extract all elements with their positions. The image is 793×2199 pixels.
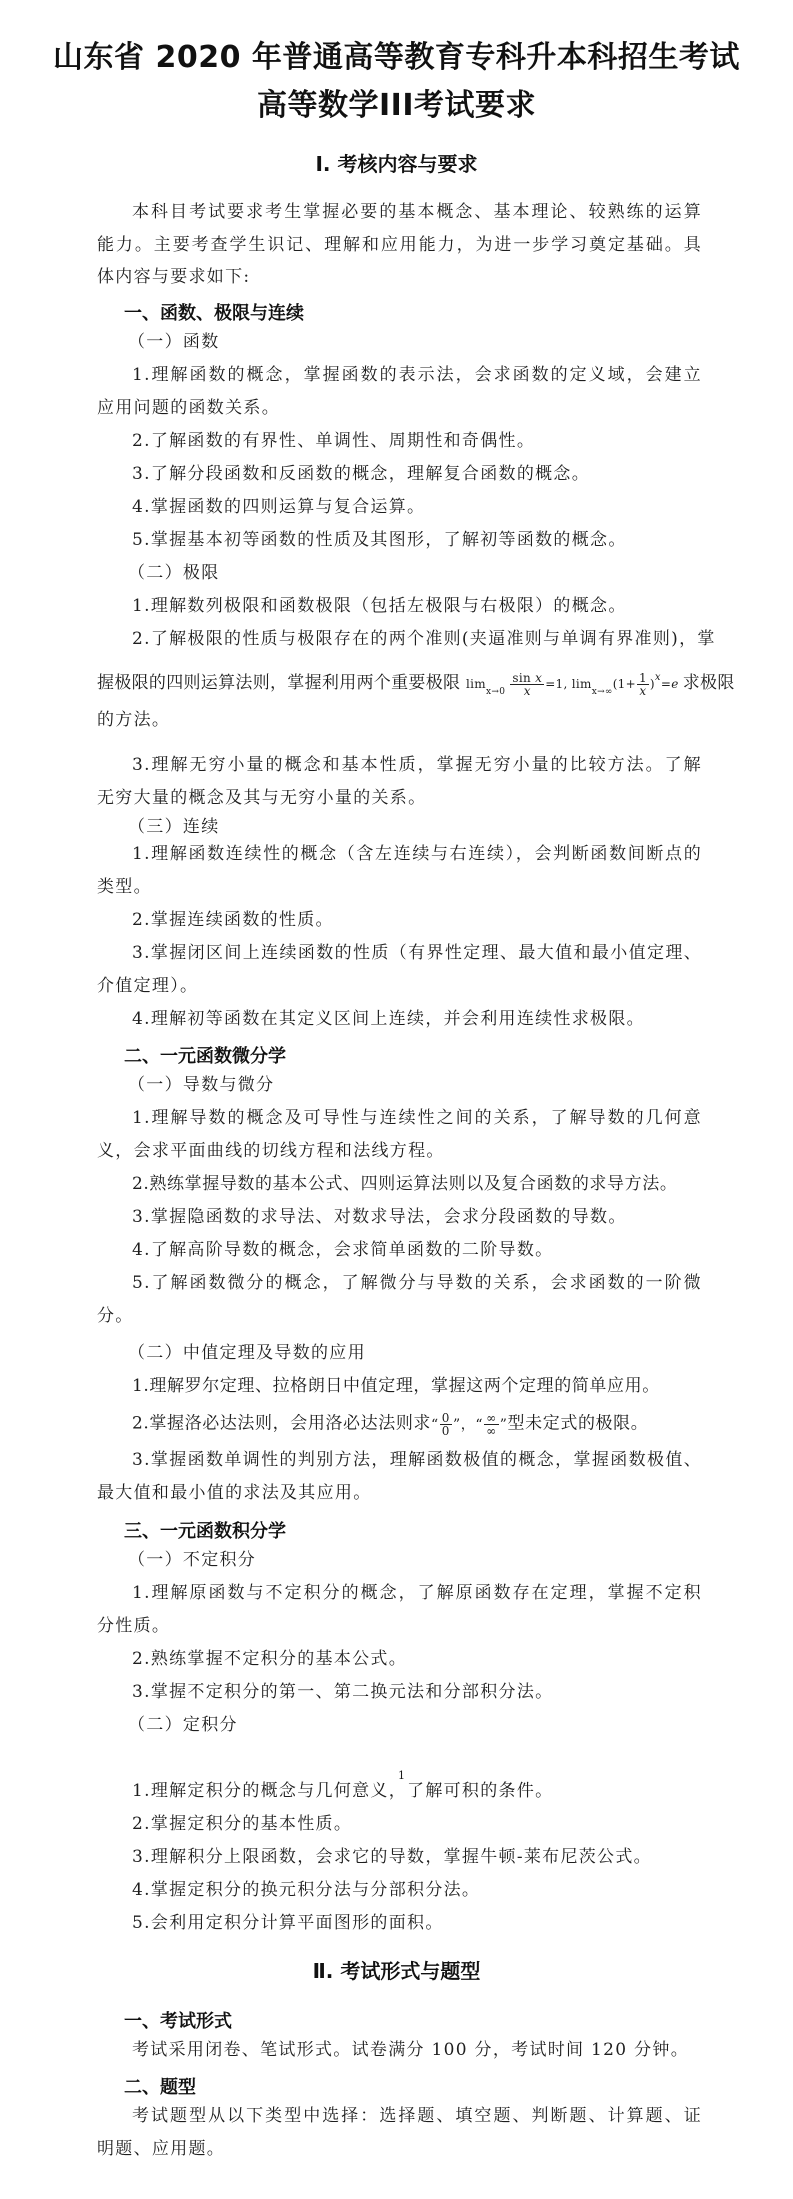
subheading-indefinite-integral: （一）不定积分 [128, 1550, 257, 1570]
subheading-limits: （二）极限 [128, 563, 220, 583]
derivatives-item-3: 3.掌握隐函数的求导法、对数求导法，会求分段函数的导数。 [132, 1207, 627, 1227]
intro-line-2: 能力。主要考查学生识记、理解和应用能力，为进一步学习奠定基础。具 [97, 235, 702, 255]
functions-item-1-line-2: 应用问题的函数关系。 [97, 398, 280, 418]
mvt-item-2-text-b: 型未定式的极限。 [507, 1413, 649, 1434]
heading-integral-calculus: 三、一元函数积分学 [124, 1521, 286, 1542]
definite-item-2: 2.掌握定积分的基本性质。 [132, 1814, 353, 1834]
mvt-item-2-text-a: 2.掌握洛必达法则，会用洛必达法则求 [132, 1413, 432, 1434]
question-types-line-2: 明题、应用题。 [97, 2139, 226, 2159]
mvt-item-3-line-2: 最大值和最小值的求法及其应用。 [97, 1483, 372, 1503]
derivatives-item-1-line-1: 1.理解导数的概念及可导性与连续性之间的关系，了解导数的几何意 [132, 1108, 702, 1128]
mvt-item-1: 1.理解罗尔定理、拉格朗日中值定理，掌握这两个定理的简单应用。 [132, 1376, 660, 1396]
definite-item-1: 1.理解定积分的概念与几何意义，了解可积的条件。 [132, 1781, 554, 1801]
continuity-item-4: 4.理解初等函数在其定义区间上连续，并会利用连续性求极限。 [132, 1009, 645, 1029]
functions-item-5: 5.掌握基本初等函数的性质及其图形，了解初等函数的概念。 [132, 530, 627, 550]
subheading-continuity: （三）连续 [128, 817, 220, 837]
section2-heading: Ⅱ. 考试形式与题型 [312, 1959, 481, 1983]
derivatives-item-5-line-2: 分。 [97, 1306, 134, 1326]
indefinite-item-1-line-2: 分性质。 [97, 1616, 171, 1636]
subheading-definite-integral: （二）定积分 [128, 1715, 238, 1735]
indefinite-item-2: 2.熟练掌握不定积分的基本公式。 [132, 1649, 408, 1669]
page-number-marker: 1 [398, 1769, 405, 1782]
intro-line-3: 体内容与要求如下: [97, 267, 251, 287]
subheading-mean-value-theorems: （二）中值定理及导数的应用 [128, 1343, 366, 1363]
definite-item-3: 3.理解积分上限函数，会求它的导数，掌握牛顿-莱布尼茨公式。 [132, 1847, 652, 1867]
document-title-line2: 高等数学III考试要求 [257, 88, 536, 123]
document-title-line1: 山东省 2020 年普通高等教育专科升本科招生考试 [53, 40, 740, 75]
limits-item-3-line-2: 无穷大量的概念及其与无穷小量的关系。 [97, 788, 427, 808]
derivatives-item-5-line-1: 5.了解函数微分的概念，了解微分与导数的关系，会求函数的一阶微 [132, 1273, 702, 1293]
functions-item-1-line-1: 1.理解函数的概念，掌握函数的表示法，会求函数的定义域，会建立 [132, 365, 702, 385]
intro-line-1: 本科目考试要求考生掌握必要的基本概念、基本理论、较熟练的运算 [132, 202, 702, 222]
functions-item-4: 4.掌握函数的四则运算与复合运算。 [132, 497, 426, 517]
heading-differential-calculus: 二、一元函数微分学 [124, 1046, 286, 1067]
limits-item-2-line-3: 的方法。 [97, 710, 171, 730]
continuity-item-2: 2.掌握连续函数的性质。 [132, 910, 334, 930]
subheading-derivatives: （一）导数与微分 [128, 1075, 275, 1095]
exam-form-text: 考试采用闭卷、笔试形式。试卷满分 100 分，考试时间 120 分钟。 [132, 2040, 690, 2060]
indefinite-item-1-line-1: 1.理解原函数与不定积分的概念，了解原函数存在定理，掌握不定积 [132, 1583, 702, 1603]
limits-item-2-line-2 [97, 668, 735, 702]
limits-item-2-text-b: 求极限 [682, 673, 735, 693]
definite-item-5: 5.会利用定积分计算平面图形的面积。 [132, 1913, 444, 1933]
functions-item-2: 2.了解函数的有界性、单调性、周期性和奇偶性。 [132, 431, 536, 451]
important-limits-formula: $\lim_{x\to 0}$ $\frac{\text{sin x}}{x}$ =1, $\lim_{x\to\infty}(1+$ $\frac{1}{x}$ )$^x$=e [466, 671, 679, 698]
definite-item-4: 4.掌握定积分的换元积分法与分部积分法。 [132, 1880, 481, 1900]
mvt-item-2 [132, 1412, 648, 1437]
continuity-item-3-line-2: 介值定理）。 [97, 976, 199, 996]
indeterminate-forms: “ $\frac{0}{0}$ ”，“ $\frac{\infty}{\infty}$ ” [431, 1411, 508, 1438]
mvt-item-3-line-1: 3.掌握函数单调性的判别方法，理解函数极值的概念，掌握函数极值、 [132, 1450, 702, 1470]
section1-heading: Ⅰ. 考核内容与要求 [315, 152, 478, 176]
continuity-item-3-line-1: 3.掌握闭区间上连续函数的性质（有界性定理、最大值和最小值定理、 [132, 943, 702, 963]
continuity-item-1-line-1: 1.理解函数连续性的概念（含左连续与右连续），会判断函数间断点的 [132, 844, 702, 864]
functions-item-3: 3.了解分段函数和反函数的概念，理解复合函数的概念。 [132, 464, 591, 484]
limits-item-2-line-1: 2.了解极限的性质与极限存在的两个准则(夹逼准则与单调有界准则)，掌 [132, 629, 716, 649]
limits-item-2-text-a: 握极限的四则运算法则，掌握利用两个重要极限 [97, 673, 461, 693]
limits-item-3-line-1: 3.理解无穷小量的概念和基本性质，掌握无穷小量的比较方法。了解 [132, 755, 702, 775]
derivatives-item-4: 4.了解高阶导数的概念，会求简单函数的二阶导数。 [132, 1240, 554, 1260]
heading-question-types: 二、题型 [124, 2077, 196, 2098]
question-types-line-1: 考试题型从以下类型中选择：选择题、填空题、判断题、计算题、证 [132, 2106, 702, 2126]
derivatives-item-1-line-2: 义，会求平面曲线的切线方程和法线方程。 [97, 1141, 445, 1161]
derivatives-item-2: 2.熟练掌握导数的基本公式、四则运算法则以及复合函数的求导方法。 [132, 1174, 678, 1194]
continuity-item-1-line-2: 类型。 [97, 877, 152, 897]
indefinite-item-3: 3.掌握不定积分的第一、第二换元法和分部积分法。 [132, 1682, 554, 1702]
subheading-functions: （一）函数 [128, 332, 220, 352]
heading-functions-limits-continuity: 一、函数、极限与连续 [124, 303, 304, 324]
limits-item-1: 1.理解数列极限和函数极限（包括左极限与右极限）的概念。 [132, 596, 627, 616]
heading-exam-form: 一、考试形式 [124, 2011, 232, 2032]
